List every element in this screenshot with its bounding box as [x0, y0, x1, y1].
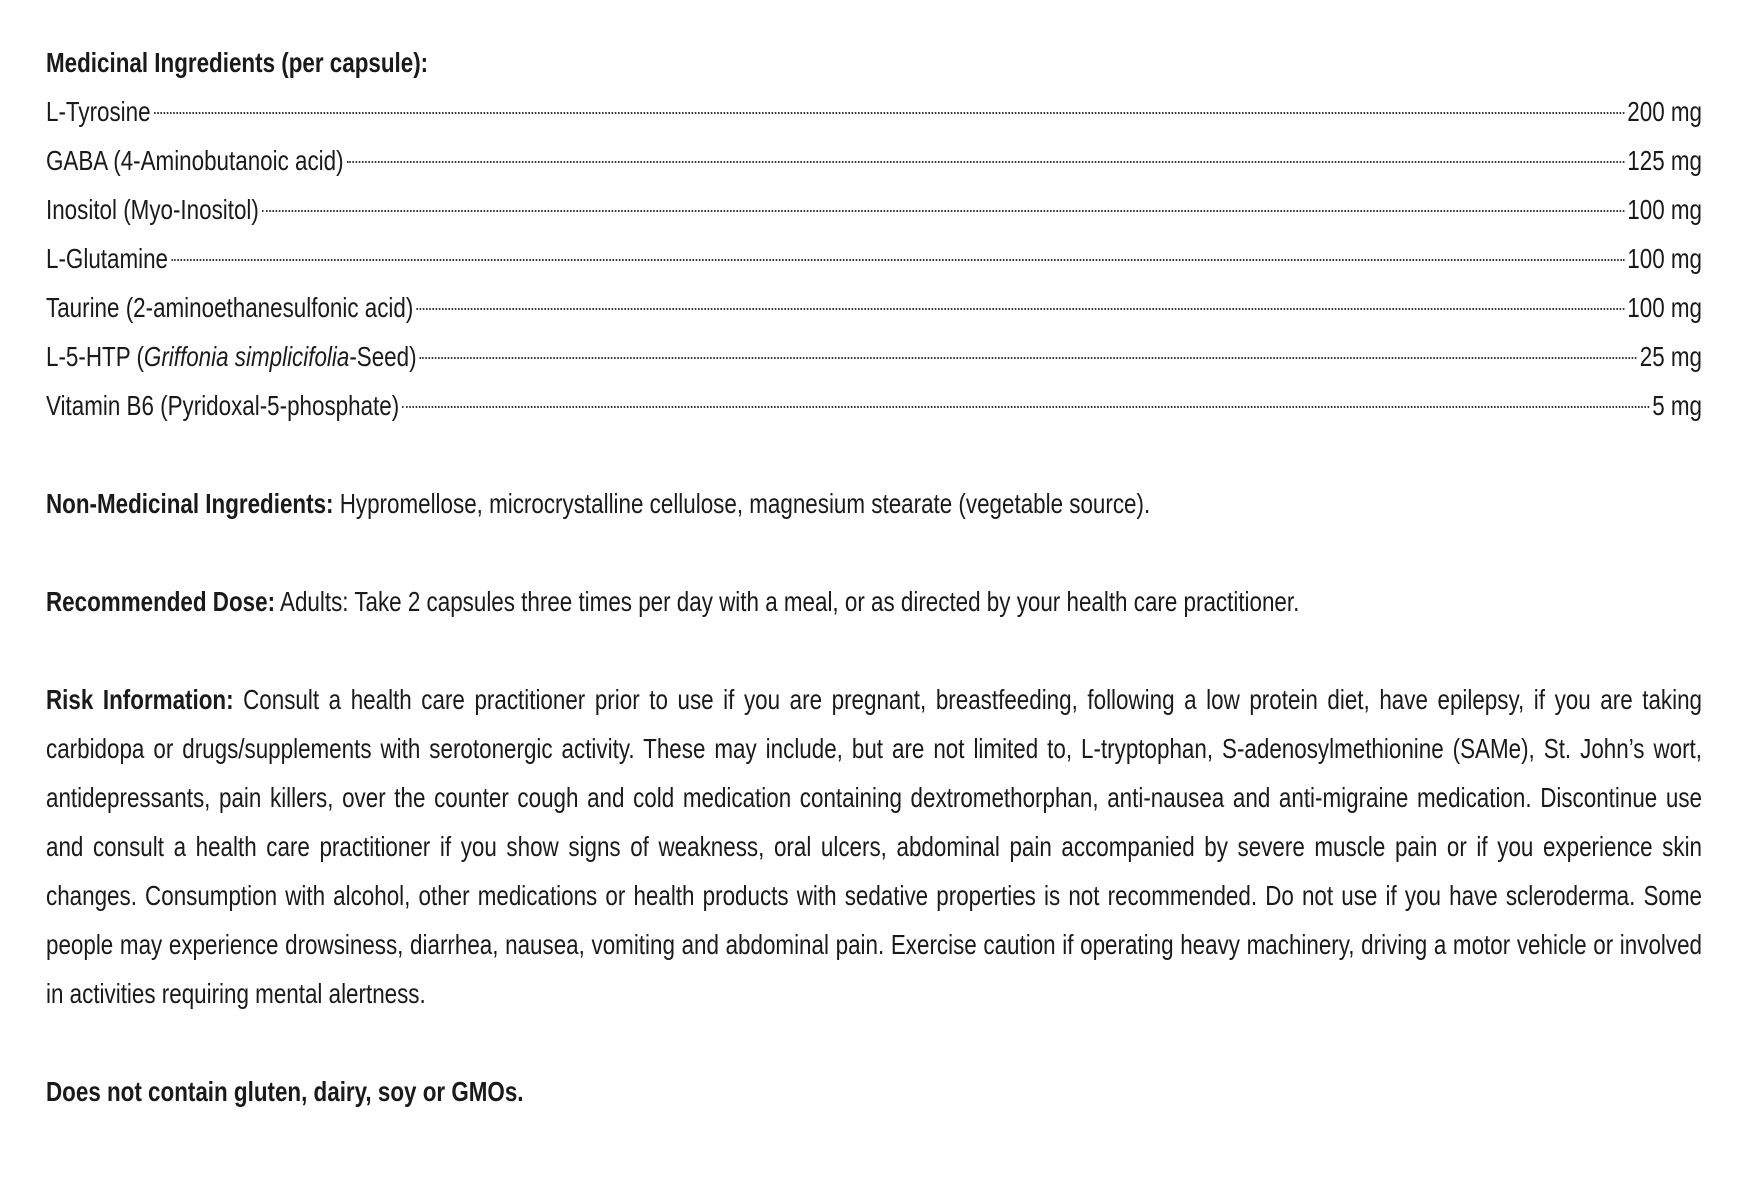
- ingredient-name-suffix: -Seed): [349, 341, 417, 372]
- ingredient-amount: 125 mg: [1627, 145, 1702, 176]
- medicinal-ingredients-heading: Medicinal Ingredients (per capsule):: [46, 47, 429, 78]
- ingredient-row: [46, 87, 1702, 136]
- ingredient-row: [46, 332, 1702, 381]
- ingredient-list: [46, 87, 1702, 430]
- ingredient-name-italic: Griffonia simplicifolia: [143, 341, 350, 372]
- ingredient-row: [46, 283, 1702, 332]
- risk-information-section: [46, 675, 1702, 1018]
- ingredient-name-prefix: L-5-HTP (: [46, 341, 144, 372]
- dot-leader: [154, 112, 1624, 114]
- dot-leader: [402, 406, 1649, 408]
- ingredient-amount: 25 mg: [1639, 341, 1702, 372]
- dot-leader: [171, 259, 1624, 261]
- ingredient-name: L-Glutamine: [46, 243, 169, 274]
- allergen-statement-text: Does not contain gluten, dairy, soy or GMOs.: [46, 1076, 524, 1107]
- non-medicinal-label: Non-Medicinal Ingredients:: [46, 488, 334, 519]
- dot-leader: [347, 161, 1624, 163]
- ingredient-amount: 100 mg: [1627, 243, 1702, 274]
- ingredient-amount: 100 mg: [1627, 194, 1702, 225]
- ingredient-amount: 100 mg: [1627, 292, 1702, 323]
- non-medicinal-ingredients-section: [46, 479, 1702, 528]
- product-label: [46, 38, 1702, 1116]
- medicinal-ingredients-section: [46, 38, 1702, 430]
- ingredient-name: GABA (4-Aminobutanoic acid): [46, 145, 344, 176]
- ingredient-name: [46, 332, 417, 381]
- ingredient-row: [46, 185, 1702, 234]
- recommended-dose-section: [46, 577, 1702, 626]
- ingredient-row: [46, 381, 1702, 430]
- recommended-dose-text: Adults: Take 2 capsules three times per day with a meal, or as directed by your health care practitioner.: [275, 586, 1300, 617]
- ingredient-amount: 5 mg: [1652, 390, 1702, 421]
- non-medicinal-text: Hypromellose, microcrystalline cellulose, magnesium stearate (vegetable source).: [333, 488, 1151, 519]
- ingredient-amount: 200 mg: [1627, 96, 1702, 127]
- dot-leader: [417, 308, 1625, 310]
- recommended-dose-label: Recommended Dose:: [46, 586, 276, 617]
- risk-information-label: Risk Information:: [46, 684, 234, 715]
- dot-leader: [262, 210, 1624, 212]
- ingredient-row: [46, 136, 1702, 185]
- risk-information-text: Consult a health care practitioner prior to use if you are pregnant, breastfeeding, following a low protein diet, have epilepsy, if you are taking carbidopa or drugs/supplements with serotonergic activity. These may include, but are not limited to, L-tryptophan, S-adenosylmethionine (SAMe), St. John’s wort, antidepressants, pain killers, over the counter cough and cold medication containing dextromethorphan, anti-nausea and anti-migraine medication. Discontinue use and consult a health care practitioner if you show signs of weakness, oral ulcers, abdominal pain accompanied by severe muscle pain or if you experience skin changes. Consumption with alcohol, other medications or health products with sedative properties is not recommended. Do not use if you have scleroderma. Some people may experience drowsiness, diarrhea, nausea, vomiting and abdominal pain. Exercise caution if operating heavy machinery, driving a motor vehicle or involved in activities requiring mental alertness.: [46, 684, 1703, 1009]
- ingredient-name: L-Tyrosine: [46, 96, 151, 127]
- ingredient-row: [46, 234, 1702, 283]
- dot-leader: [420, 357, 1637, 359]
- ingredient-name: Taurine (2-aminoethanesulfonic acid): [46, 292, 414, 323]
- ingredient-name: Inositol (Myo-Inositol): [46, 194, 259, 225]
- ingredient-name: Vitamin B6 (Pyridoxal-5-phosphate): [46, 390, 400, 421]
- allergen-statement: [46, 1067, 1702, 1116]
